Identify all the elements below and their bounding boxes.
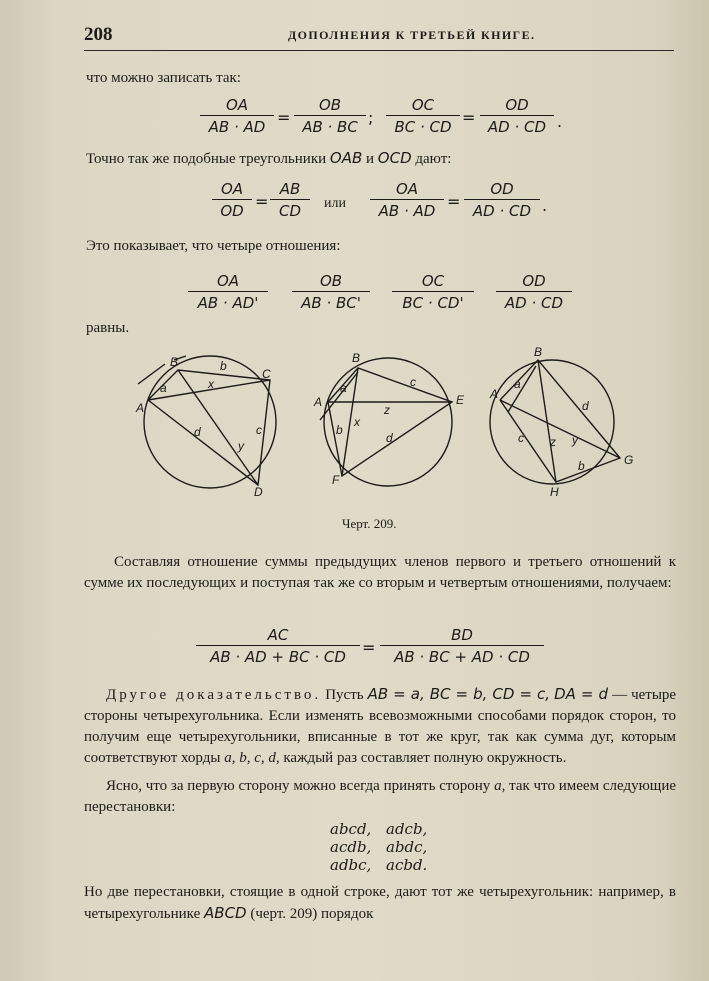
proof-text-2: — четыре стороны четырехугольника. Если изменять всевозможными способами порядок сторон, то получим еще четырехугольники, вписанные в тот же круг, так как сумма дуг, которым соответствуют хорды [84,687,677,766]
eq1-fraction-3 [386,96,460,136]
eq4-fraction-1 [196,626,360,666]
eq3-fraction-4 [496,272,572,312]
period: . [542,196,548,215]
word-give: дают: [415,151,452,167]
numerator: OD [490,180,514,198]
eq2-fraction-1 [212,180,252,220]
numerator: OD [522,272,546,290]
fig2-label-a: a [340,381,347,395]
numerator: OD [505,96,529,114]
para3-var: a, [494,778,506,794]
fig1-label-b: b [220,359,227,373]
denominator: OD [220,202,244,220]
denominator: AD · CD [472,202,532,220]
para3-end: так что имеем следующие перестановки: [84,778,677,815]
denominator: CD [278,202,302,220]
denominator: AD · CD [487,118,547,136]
numerator: OB [319,272,343,290]
para4-start: Но две перестановки, стоящие в одной строке, дают тот же четырехугольник: например, в четырехугольнике [84,884,676,922]
denominator: BC · CD [394,118,452,136]
fig1-label-B: B [170,355,179,369]
figure-caption: Черт. 209. [342,516,397,531]
perm-6: acbd. [386,856,428,874]
proof-chords: a, b, c, d, [224,750,280,766]
fig2-label-b: b [336,423,343,437]
equals-sign: = [362,638,376,657]
denominator: AB · BC + AD · CD [394,648,530,666]
eq3-fraction-3 [392,272,474,312]
numerator: AB [279,180,301,198]
perm-5: adbc, [330,856,372,874]
para4-var: ABCD [204,904,247,922]
fig1-label-d: d [194,425,201,439]
paragraph-3 [84,776,676,818]
eq2-fraction-4 [464,180,540,220]
paragraph-proof [84,684,676,769]
fig3-label-d: d [582,399,589,413]
fig3-label-z: z [550,435,556,449]
fig2-label-d: d [386,431,393,445]
page-header [84,24,674,50]
fig1-label-c: c [256,423,262,437]
fig1-label-a: a [160,381,167,395]
page-number: 208 [84,24,113,45]
word-equal: равны. [86,320,130,336]
fig2-label-E: E [456,393,465,407]
perm-4: abdc, [386,838,428,856]
fig3-quadrilateral [490,360,620,484]
fig3-label-y: y [572,433,578,447]
fig1-label-A: A [136,401,145,415]
fig2-label-c: c [410,375,416,389]
proof-defs-2: DA = d [554,685,609,703]
denominator: AB · AD + BC · CD [210,648,346,666]
proof-text-3: каждый раз составляет полную окружность. [283,750,567,766]
denominator: AB · BC' [301,294,361,312]
numerator: BD [451,626,473,644]
numerator: OA [225,96,249,114]
fig1-label-C: C [262,367,271,381]
numerator: OC [411,96,435,114]
eq3-fraction-1 [188,272,268,312]
numerator: OC [421,272,445,290]
word-or: или [324,196,346,211]
intro-line: что можно записать так: [86,70,241,86]
proof-text-1: Пусть [325,687,364,703]
fig2-label-z: z [384,403,390,417]
equals-sign: = [255,192,269,211]
header-rule [84,50,674,51]
fig2-quadrilateral [320,358,452,486]
period: . [557,112,563,131]
semicolon: ; [368,108,374,127]
numerator: OA [220,180,244,198]
running-head: ДОПОЛНЕНИЯ К ТРЕТЬЕЙ КНИГЕ. [288,28,536,42]
eq3-fraction-2 [292,272,370,312]
numerator: OB [318,96,342,114]
proof-heading: Другое доказательство. [106,687,322,703]
eq2-fraction-3 [370,180,444,220]
fig3-label-A: A [490,387,499,401]
equals-sign: = [462,108,476,127]
fig2-label-F: F [332,473,340,487]
eq1-fraction-4 [480,96,554,136]
math-ocd: OCD [377,149,412,167]
numerator: OA [395,180,419,198]
fig1-label-y: y [238,439,244,453]
para4-end: (черт. 209) порядок [250,906,374,922]
proof-defs: AB = a, BC = b, CD = c, [367,685,551,703]
numerator: AC [267,626,289,644]
fig3-label-B: B [534,345,543,359]
perm-2: adcb, [386,820,428,838]
denominator: AB · AD' [197,294,259,312]
line-3: Это показывает, что четыре отношения: [86,238,341,254]
paragraph-4 [84,882,676,925]
fig1-label-D: D [254,485,263,499]
fig2-label-B: B [352,351,361,365]
perm-1: abcd, [330,820,372,838]
denominator: AB · AD [378,202,436,220]
numerator: OA [216,272,240,290]
fig1-quadrilateral [138,356,276,488]
fig3-label-b: b [578,459,585,473]
para3-text: Ясно, что за первую сторону можно всегда принять сторону [106,778,491,794]
denominator: AD · CD [504,294,564,312]
eq2-fraction-2 [270,180,310,220]
perm-3: acdb, [330,838,372,856]
denominator: BC · CD' [402,294,464,312]
fig3-label-G: G [624,453,634,467]
eq1-fraction-2 [294,96,366,136]
fig3-label-c: c [518,431,524,445]
eq4-fraction-2 [380,626,544,666]
word-and: и [366,151,375,167]
math-oab: OAB [329,149,363,167]
eq1-fraction-1 [200,96,274,136]
line-2 [86,148,451,169]
equals-sign: = [277,108,291,127]
denominator: AB · AD [208,118,266,136]
denominator: AB · BC [302,118,358,136]
fig2-label-x: x [354,415,360,429]
fig3-label-H: H [550,485,559,499]
paragraph-1: Составляя отношение суммы предыдущих членов первого и третьего отношений к сумме их последующих и поступая так же со вторым и четвертым отношениями, получаем: [84,554,676,591]
equals-sign: = [447,192,461,211]
fig3-label-a: a [514,377,521,391]
fig1-label-x: x [208,377,214,391]
figure-209 [120,340,640,500]
fig2-label-A: A [314,395,323,409]
line-2-text: Точно так же подобные треугольники [86,151,327,167]
